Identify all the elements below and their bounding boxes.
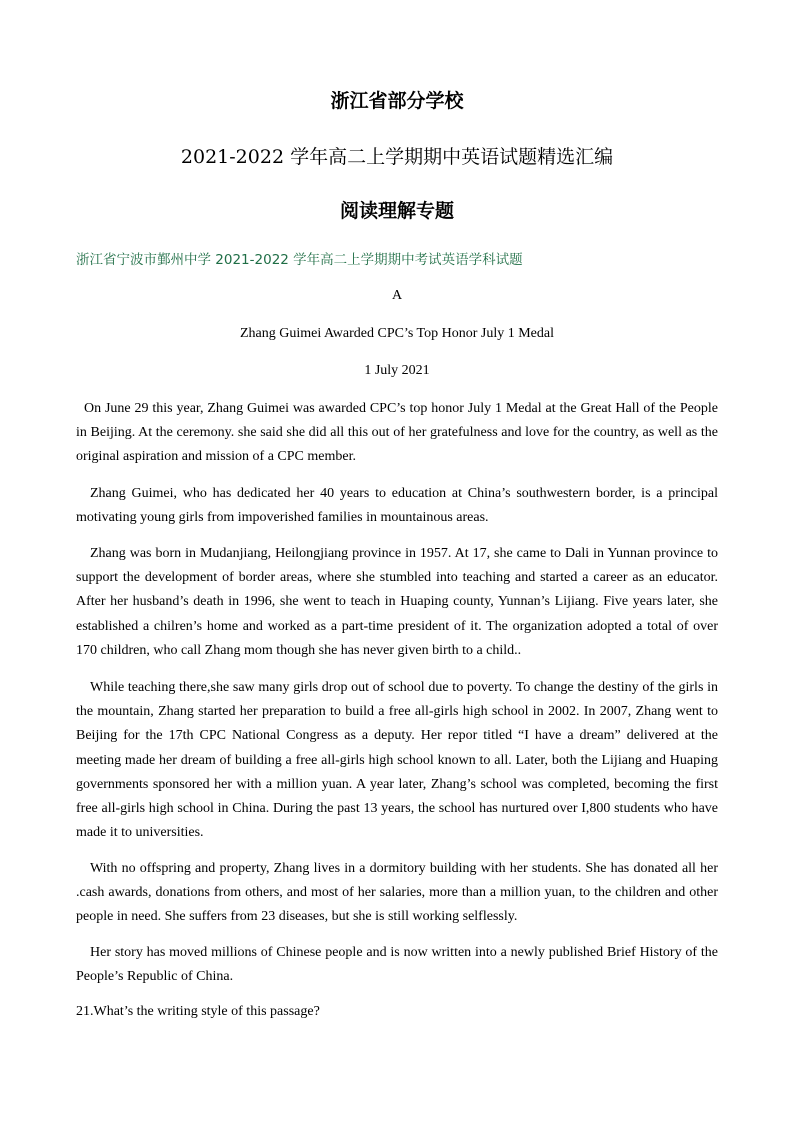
question-21: 21.What’s the writing style of this passage? — [76, 1004, 320, 1019]
doc-title-topic: 阅读理解专题 — [339, 200, 454, 222]
doc-title-school: 浙江省部分学校 — [330, 90, 464, 112]
paragraph-3: Zhang was born in Mudanjiang, Heilongjiang province in 1957. At 17, she came to Dali in Yunnan province to support the development of border areas, where she stumbled into teaching and started a career as an educator. After her husband’s death in 1996, she went to teach in Huaping county, Yunnan’s Lijiang. Five years later, she established a chilren’s home and worked as a part-time president of it. The organization adopted a total of over 170 children, who call Zhang mom though she has never given birth to a child.. — [76, 546, 718, 658]
passage-title: Zhang Guimei Awarded CPC’s Top Honor July 1 Medal — [239, 326, 554, 341]
paragraph-4: While teaching there,she saw many girls drop out of school due to poverty. To change the destiny of the girls in the mountain, Zhang started her preparation to build a free all-girls high school in 2002. In 2007, Zhang went to Beijing for the 17th CPC National Congress as a deputy. Her repor titled “I have a dream” delivered at the meeting made her dream of building a free all-girls high school known to all. Later, both the Lijiang and Huaping governments sponsored her with a million yuan. A year later, Zhang’s school was completed, becoming the first free all-girls high school in China. During the past 13 years, the school has nurtured over I,800 students who have made it to universities. — [76, 680, 718, 841]
passage-date: 1 July 2021 — [364, 363, 430, 378]
paragraph-6: Her story has moved millions of Chinese people and is now written into a newly published Brief History of the People’s Republic of China. — [76, 945, 718, 985]
paragraph-2: Zhang Guimei, who has dedicated her 40 years to education at China’s southwestern border, is a principal motivating young girls from impoverished families in mountainous areas. — [76, 486, 718, 526]
passage-label: A — [391, 288, 403, 303]
doc-title-exam: 2021-2022 学年高二上学期期中英语试题精选汇编 — [180, 146, 614, 168]
paragraph-1: On June 29 this year, Zhang Guimei was awarded CPC’s top honor July 1 Medal at the Great Hall of the People in Beijing. At the ceremony. she said she did all this out of her gratefulness and love for the country, as well as the original aspiration and mission of a CPC member. — [76, 401, 718, 465]
source-line: 浙江省宁波市鄞州中学 2021-2022 学年高二上学期期中考试英语学科试题 — [76, 252, 523, 268]
paragraph-5: With no offspring and property, Zhang lives in a dormitory building with her students. She has donated all her .cash awards, donations from others, and most of her salaries, more than a million yuan, to the children and other people in need. She suffers from 23 diseases, but she is still working selflessly. — [76, 861, 718, 925]
